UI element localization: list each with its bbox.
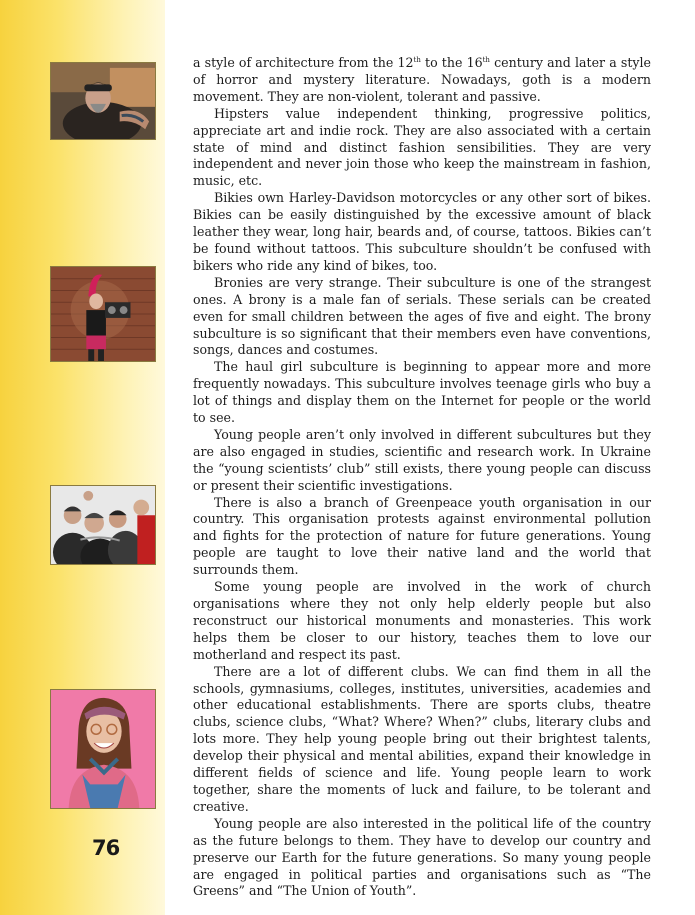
page-number: 76 [92,836,120,860]
paragraph-goth: a style of architecture from the 12th to the 16th century and later a style of horror and mystery literature. Nowadays, goth is a modern movement. They are non-violent, tolerant and passive. [193,55,651,104]
photo-mohawk-girl [50,266,156,362]
paragraph-politics: Young people are also interested in the political life of the country as the future belongs to them. They have to develop our country and preserve our Earth for the future generations. So many young people are engaged in political parties and organisations such as “The Greens” and “The Union of Youth”. [193,815,651,899]
photo-group-youth [50,485,156,565]
article-text [193,55,651,900]
paragraph-bronies: Bronies are very strange. Their subculture is one of the strangest ones. A brony is a male fan of serials. These serials can be created even for small children between the ages of five and eight. The brony subculture is so significant that their members even have conventions, songs, dances and costumes. [193,274,651,358]
paragraph-young-scientists: Young people aren’t only involved in different subcultures but they are also engaged in studies, scientific and research work. In Ukraine the “young scientists’ club” still exists, there young people can discuss or present their scientific investigations. [193,426,651,493]
paragraph-church: Some young people are involved in the work of church organisations where they not only help elderly people but also reconstruct our historical monuments and monasteries. This work helps them be closer to our history, teaches them to love our motherland and respect its past. [193,579,651,662]
photo-smiling-girl [50,689,156,809]
photo-biker [50,62,156,140]
paragraph-bikies: Bikies own Harley-Davidson motorcycles or any other sort of bikes. Bikies can be easily distinguished by the excessive amount of black leather they wear, long hair, beards and, of course, tattoos. Bikies can’t be found without tattoos. This subculture shouldn’t be confused with bikers who ride any kind of bikes, too. [193,190,651,273]
paragraph-hipsters: Hipsters value independent thinking, progressive politics, appreciate art and indie rock. They are also associated with a certain state of mind and distinct fashion sensibilities. They are very independent and never join those who keep the mainstream in fashion, music, etc. [193,105,651,189]
paragraph-haul-girls: The haul girl subculture is beginning to appear more and more frequently nowadays. This subculture involves teenage girls who buy a lot of things and display them on the Internet for people or the world to see. [193,359,651,426]
paragraph-greenpeace: There is also a branch of Greenpeace youth organisation in our country. This organisation protests against environmental pollution and fights for the protection of nature for future generations. Young people are taught to love their native land and the world that surrounds them. [193,494,651,578]
paragraph-clubs: There are a lot of different clubs. We can find them in all the schools, gymnasiums, colleges, institutes, universities, academies and other educational establishments. There are sports clubs, theatre clubs, science clubs, “What? Where? When?” clubs, literary clubs and lots more. They help young people bring out their brightest talents, develop their physical and mental abilities, expand their knowledge in different fields of science and life. Young people learn to work together, share the moments of luck and failure, to be tolerant and creative. [193,663,651,814]
